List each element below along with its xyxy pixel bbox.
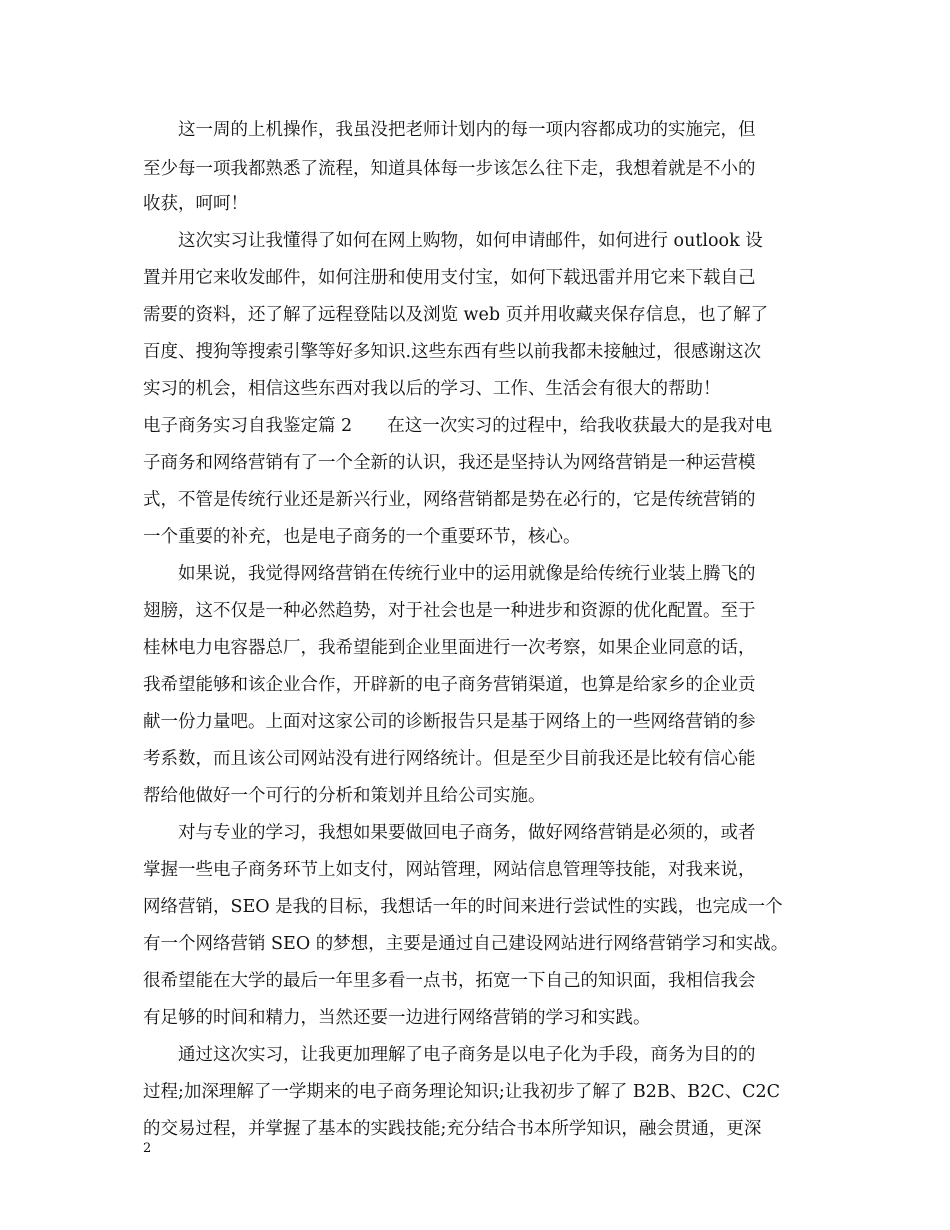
- text-line: 收获，呵呵！: [143, 194, 248, 214]
- text-line: 掌握一些电子商务环节上如支付，网站管理，网站信息管理等技能，对我来说，: [143, 860, 756, 880]
- text-line: 过程;加深理解了一学期来的电子商务理论知识;让我初步了解了 B2B、B2C、C2C: [143, 1082, 781, 1102]
- text-line: 网络营销，SEO 是我的目标，我想话一年的时间来进行尝试性的实践，也完成一个: [143, 897, 783, 917]
- text-line: 式，不管是传统行业还是新兴行业，网络营销都是势在必行的，它是传统营销的: [143, 490, 756, 510]
- text-line: 至少每一项我都熟悉了流程，知道具体每一步该怎么往下走，我想着就是不小的: [143, 159, 756, 179]
- text-line: 翅膀，这不仅是一种必然趋势，对于社会也是一种进步和资源的优化配置。至于: [143, 601, 756, 621]
- text-line: 百度、搜狗等搜索引擎等好多知识.这些东西有些以前我都未接触过，很感谢这次: [143, 342, 762, 362]
- page-number: 2: [143, 1141, 152, 1156]
- text-line: 置并用它来收发邮件，如何注册和使用支付宝，如何下载迅雷并用它来下载自己: [143, 268, 756, 288]
- text-line: 很希望能在大学的最后一年里多看一点书，拓宽一下自己的知识面，我相信我会: [143, 971, 756, 991]
- text-line: 如果说，我觉得网络营销在传统行业中的运用就像是给传统行业装上腾飞的: [178, 564, 756, 584]
- text-line: 帮给他做好一个可行的分析和策划并且给公司实施。: [143, 786, 546, 806]
- text-line: 桂林电力电容器总厂，我希望能到企业里面进行一次考察，如果企业同意的话，: [143, 638, 756, 658]
- text-line: 实习的机会，相信这些东西对我以后的学习、工作、生活会有很大的帮助！: [143, 379, 721, 399]
- text-line: 我希望能够和该企业合作，开辟新的电子商务营销渠道，也算是给家乡的企业贡: [143, 675, 756, 695]
- text-line: 献一份力量吧。上面对这家公司的诊断报告只是基于网络上的一些网络营销的参: [143, 712, 756, 732]
- text-line: 的交易过程，并掌握了基本的实践技能;充分结合书本所学知识，融会贯通，更深: [143, 1119, 762, 1139]
- text-line: 有一个网络营销 SEO 的梦想，主要是通过自己建设网站进行网络营销学习和实战。: [143, 934, 789, 954]
- text-line: 需要的资料，还了解了远程登陆以及浏览 web 页并用收藏夹保存信息，也了解了: [143, 305, 769, 325]
- text-line: 对与专业的学习，我想如果要做回电子商务，做好网络营销是必须的，或者: [178, 823, 756, 843]
- text-line: 通过这次实习，让我更加理解了电子商务是以电子化为手段，商务为目的的: [178, 1045, 756, 1065]
- text-line: 子商务和网络营销有了一个全新的认识，我还是坚持认为网络营销是一种运营模: [143, 453, 756, 473]
- text-line: 有足够的时间和精力，当然还要一边进行网络营销的学习和实践。: [143, 1008, 651, 1028]
- text-line: 一个重要的补充，也是电子商务的一个重要环节，核心。: [143, 527, 581, 547]
- text-line: 这次实习让我懂得了如何在网上购物，如何申请邮件，如何进行 outlook 设: [178, 231, 763, 251]
- section-heading-line: 电子商务实习自我鉴定篇 2 在这一次实习的过程中，给我收获最大的是我对电: [143, 416, 773, 436]
- text-line: 这一周的上机操作，我虽没把老师计划内的每一项内容都成功的实施完，但: [178, 120, 756, 140]
- text-line: 考系数，而且该公司网站没有进行网络统计。但是至少目前我还是比较有信心能: [143, 749, 756, 769]
